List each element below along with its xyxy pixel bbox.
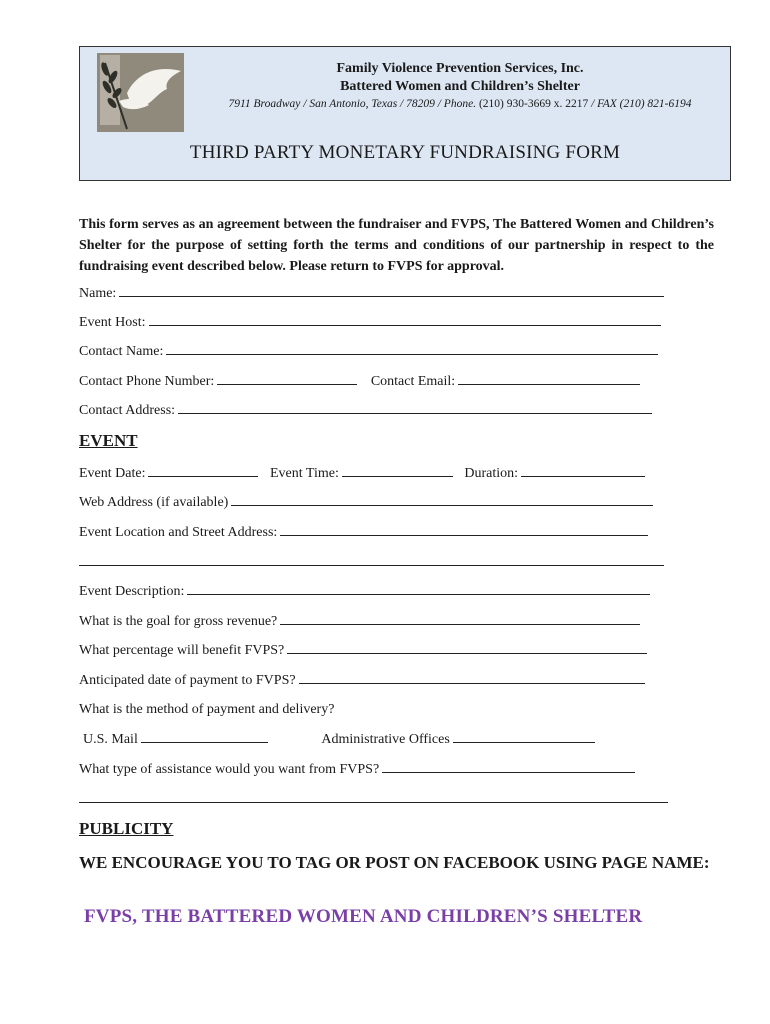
- duration-field[interactable]: [521, 464, 645, 477]
- org-address: 7911 Broadway / San Antonio, Texas / 78209 / Phone.: [228, 98, 477, 110]
- contact-email-label: Contact Email:: [370, 374, 456, 389]
- payment-method-row: [79, 701, 334, 719]
- description-label: Event Description:: [79, 584, 185, 599]
- percentage-label: What percentage will benefit FVPS?: [79, 643, 285, 658]
- org-contact-line: [190, 96, 730, 112]
- location-label: Event Location and Street Address:: [79, 525, 278, 540]
- contact-phone-field[interactable]: [217, 372, 357, 385]
- us-mail-label: U.S. Mail: [83, 732, 138, 747]
- location-field-line-2[interactable]: [79, 553, 664, 566]
- payment-method-label: What is the method of payment and delivery?: [79, 702, 335, 717]
- web-address-field[interactable]: [231, 493, 653, 506]
- goal-row: [79, 612, 640, 631]
- dove-olive-branch-icon: [97, 53, 184, 132]
- contact-address-label: Contact Address:: [79, 403, 176, 418]
- contact-address-field[interactable]: [178, 401, 652, 414]
- event-time-label: Event Time:: [269, 466, 339, 481]
- assistance-field[interactable]: [382, 760, 635, 773]
- form-title: THIRD PARTY MONETARY FUNDRAISING FORM: [189, 142, 621, 163]
- us-mail-field[interactable]: [141, 730, 268, 743]
- goal-label: What is the goal for gross revenue?: [79, 614, 278, 629]
- org-name: Family Violence Prevention Services, Inc.: [336, 61, 584, 76]
- duration-label: Duration:: [464, 466, 518, 481]
- admin-offices-field[interactable]: [453, 730, 595, 743]
- location-field[interactable]: [280, 523, 648, 536]
- web-address-label: Web Address (if available): [79, 495, 229, 510]
- shelter-name: Battered Women and Children’s Shelter: [340, 79, 580, 94]
- event-host-row: [79, 313, 661, 332]
- intro-paragraph: This form serves as an agreement between the fundraiser and FVPS, The Battered Women and Children’s Shelter for the purpose of setting forth the terms and conditions of our partnership in respect to the fundraising event described below. Please return to FVPS for approval.: [79, 217, 714, 274]
- event-time-field[interactable]: [342, 464, 453, 477]
- publicity-heading: PUBLICITY: [79, 819, 174, 838]
- admin-offices-label: Administrative Offices: [321, 732, 450, 747]
- event-host-label: Event Host:: [79, 315, 146, 330]
- assistance-field-line-2[interactable]: [79, 790, 668, 803]
- publicity-encourage-text: WE ENCOURAGE YOU TO TAG OR POST ON FACEBOOK USING PAGE NAME:: [79, 853, 710, 872]
- location-row: [79, 523, 648, 542]
- event-host-field[interactable]: [149, 313, 661, 326]
- contact-phone-email-row: [79, 372, 640, 391]
- event-date-label: Event Date:: [79, 466, 146, 481]
- description-field[interactable]: [187, 582, 650, 595]
- event-heading: EVENT: [79, 431, 138, 450]
- location-line-2-row: [79, 553, 664, 572]
- percentage-field[interactable]: [287, 641, 647, 654]
- name-label: Name:: [79, 286, 117, 301]
- payment-date-field[interactable]: [299, 671, 645, 684]
- payment-date-row: [79, 671, 645, 690]
- name-field[interactable]: [119, 284, 664, 297]
- percentage-row: [79, 641, 647, 660]
- event-date-time-row: [79, 464, 645, 483]
- contact-address-row: [79, 401, 652, 420]
- contact-name-row: [79, 342, 658, 361]
- description-row: [79, 582, 650, 601]
- contact-phone-label: Contact Phone Number:: [79, 374, 215, 389]
- assistance-line-2-row: [79, 790, 668, 809]
- header-box: [79, 46, 731, 181]
- contact-name-field[interactable]: [166, 342, 658, 355]
- name-row: [79, 284, 664, 303]
- contact-name-label: Contact Name:: [79, 344, 164, 359]
- org-fax: / FAX (210) 821-6194: [591, 98, 692, 110]
- contact-email-field[interactable]: [458, 372, 640, 385]
- facebook-page-name: FVPS, THE BATTERED WOMEN AND CHILDREN’S SHELTER: [84, 906, 643, 927]
- delivery-options-row: [83, 730, 595, 749]
- org-phone: (210) 930-3669 x. 2217: [478, 98, 589, 110]
- org-info: [190, 60, 730, 112]
- fvps-logo: [97, 53, 184, 132]
- web-address-row: [79, 493, 653, 512]
- assistance-label: What type of assistance would you want from FVPS?: [79, 762, 380, 777]
- goal-field[interactable]: [280, 612, 640, 625]
- event-date-field[interactable]: [148, 464, 258, 477]
- payment-date-label: Anticipated date of payment to FVPS?: [79, 673, 296, 688]
- assistance-row: [79, 760, 635, 779]
